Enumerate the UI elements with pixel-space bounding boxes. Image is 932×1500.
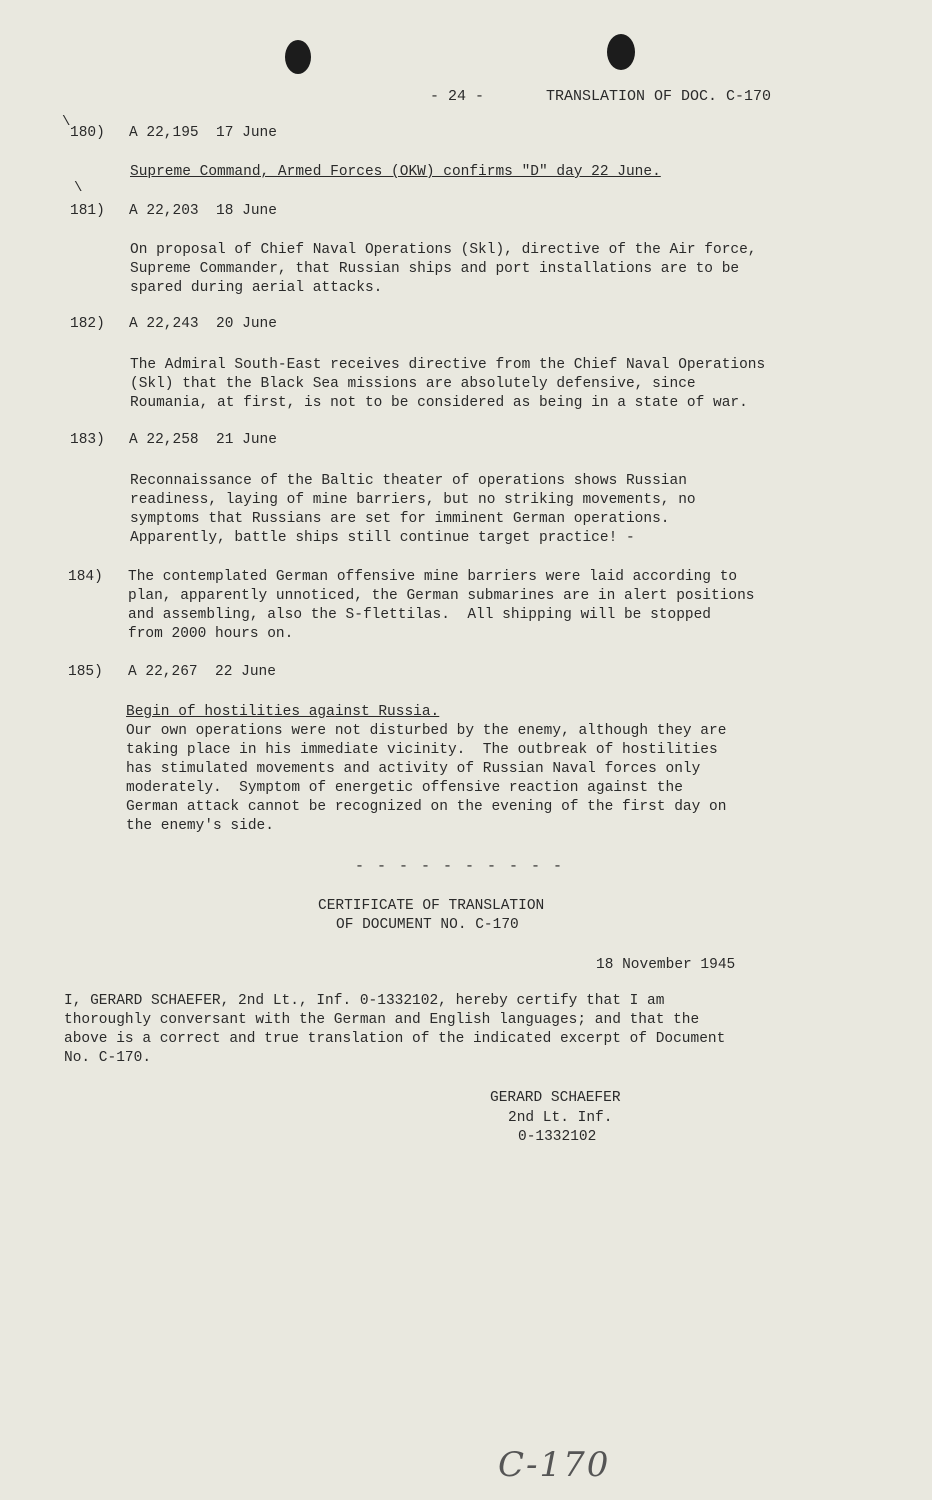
- entry-number: 181): [70, 203, 105, 219]
- signer-serial: 0-1332102: [518, 1129, 597, 1145]
- entry-heading: Begin of hostilities against Russia.: [126, 704, 440, 720]
- entry-text: Our own operations were not disturbed by the enemy, although they are taking place in his immediate vicinity. The outbreak of hostilities has stimulated movements and activity of Russian Naval forces only moderately. Symptom of energetic offensive reaction against the German attack cannot be recognized on the evening of the first day on the enemy's side.: [126, 723, 727, 834]
- entry-number: 183): [70, 432, 105, 448]
- margin-tick: \: [74, 180, 83, 196]
- signer-name: GERARD SCHAEFER: [490, 1090, 621, 1106]
- entry-reference: A 22,195 17 June: [129, 125, 277, 141]
- margin-tick: \: [62, 114, 71, 130]
- document-title: TRANSLATION OF DOC. C-170: [546, 88, 772, 105]
- punch-hole: [607, 34, 635, 70]
- entry-reference: A 22,258 21 June: [129, 432, 277, 448]
- page-number: - 24 -: [430, 88, 485, 105]
- entry-number: 184): [68, 569, 103, 585]
- entry-reference: A 22,267 22 June: [128, 664, 276, 680]
- entry-number: 180): [70, 125, 105, 141]
- entry-reference: A 22,203 18 June: [129, 203, 277, 219]
- certificate-date: 18 November 1945: [596, 957, 736, 973]
- entry-text: Supreme Command, Armed Forces (OKW) confirms "D" day 22 June.: [130, 164, 661, 180]
- separator-line: - - - - - - - - - -: [355, 858, 565, 875]
- certificate-title: CERTIFICATE OF TRANSLATION: [318, 898, 545, 914]
- entry-number: 182): [70, 316, 105, 332]
- certificate-subtitle: OF DOCUMENT NO. C-170: [336, 917, 519, 933]
- entry-text: Reconnaissance of the Baltic theater of operations shows Russian readiness, laying of mine barriers, but no striking movements, no symptoms that Russians are set for imminent German operations. Apparently, battle ships still continue target practice! -: [130, 473, 696, 546]
- entry-text: The Admiral South-East receives directive from the Chief Naval Operations (Skl) that the Black Sea missions are absolutely defensive, since Roumania, at first, is not to be considered as being in a state of war.: [130, 357, 766, 411]
- entry-reference: A 22,243 20 June: [129, 316, 277, 332]
- handwritten-note: C-170: [498, 1445, 611, 1485]
- punch-hole: [285, 40, 311, 74]
- certificate-body: I, GERARD SCHAEFER, 2nd Lt., Inf. 0-1332102, hereby certify that I am thoroughly conversant with the German and English languages; and that the above is a correct and true translation of the indicated excerpt of Document No. C-170.: [64, 993, 726, 1066]
- entry-text: On proposal of Chief Naval Operations (Skl), directive of the Air force, Supreme Commander, that Russian ships and port installations are to be spared during aerial attacks.: [130, 242, 757, 296]
- entry-number: 185): [68, 664, 103, 680]
- signer-rank: 2nd Lt. Inf.: [508, 1110, 613, 1126]
- entry-text: The contemplated German offensive mine barriers were laid according to plan, apparently unnoticed, the German submarines are in alert positions and assembling, also the S-flettilas. All shipping will be stopped from 2000 hours on.: [128, 569, 755, 642]
